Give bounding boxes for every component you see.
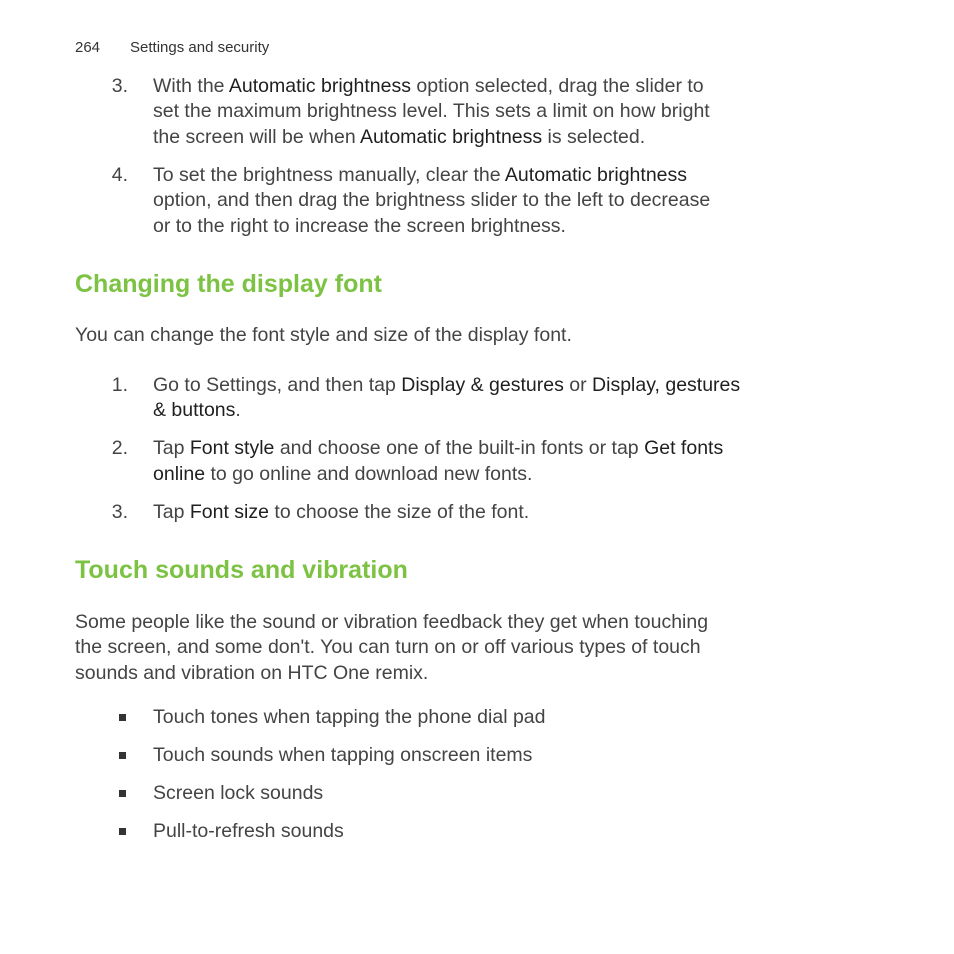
- bullet-icon: [119, 714, 126, 721]
- page-number: 264: [75, 39, 101, 56]
- step-number: 1.: [111, 374, 128, 396]
- section-intro-line: the screen, and some don't. You can turn on or off various types of touch: [75, 636, 701, 658]
- ui-term: Font size: [189, 501, 269, 523]
- section-intro: You can change the font style and size of the display font.: [75, 324, 572, 346]
- section-heading-display-font: Changing the display font: [75, 270, 382, 298]
- list-item: Screen lock sounds: [153, 782, 324, 804]
- section-title: Settings and security: [130, 39, 270, 56]
- bullet-icon: [119, 828, 126, 835]
- step-line: [153, 188, 710, 214]
- text-run: Tap: [153, 437, 190, 459]
- text-run: With the: [153, 75, 229, 97]
- step-line: [153, 163, 687, 189]
- list-item: Pull-to-refresh sounds: [153, 820, 344, 842]
- list-item: Touch tones when tapping the phone dial pad: [153, 706, 546, 728]
- ui-term: Get fonts: [644, 437, 724, 459]
- text-run: option selected, drag the slider to: [410, 75, 704, 97]
- section-heading-touch-sounds: Touch sounds and vibration: [75, 556, 408, 584]
- step-line: [153, 462, 532, 488]
- step-line: [153, 436, 723, 462]
- ui-term: Automatic brightness: [360, 126, 543, 148]
- step-number: 4.: [111, 164, 128, 186]
- text-run: is selected.: [542, 126, 646, 148]
- section-intro-line: Some people like the sound or vibration feedback they get when touching: [75, 611, 709, 633]
- list-item: Touch sounds when tapping onscreen items: [153, 744, 533, 766]
- text-run: .: [235, 399, 241, 421]
- ui-term: Automatic brightness: [228, 75, 411, 97]
- ui-term: online: [153, 463, 206, 485]
- ui-term: Display, gestures: [592, 374, 741, 396]
- ui-term: Font style: [189, 437, 275, 459]
- ui-term: Automatic brightness: [504, 164, 688, 186]
- step-line: [153, 373, 740, 399]
- section-intro-line: sounds and vibration on HTC One remix.: [75, 662, 429, 684]
- step-number: 2.: [111, 437, 128, 459]
- text-run: or: [563, 374, 593, 396]
- step-line: [153, 398, 241, 424]
- ui-term: & buttons: [153, 399, 236, 421]
- text-run: option, and then drag the brightness slider to the left to decrease: [153, 189, 711, 211]
- text-run: to choose the size of the font.: [268, 501, 530, 523]
- ui-term: Display & gestures: [401, 374, 564, 396]
- step-line: [153, 500, 529, 526]
- text-run: To set the brightness manually, clear the: [153, 164, 505, 186]
- page-header: [75, 39, 269, 56]
- text-run: Go to Settings, and then tap: [153, 374, 402, 396]
- step-number: 3.: [111, 501, 128, 523]
- text-run: set the maximum brightness level. This sets a limit on how bright: [153, 100, 710, 122]
- text-run: the screen will be when: [153, 126, 361, 148]
- text-run: or to the right to increase the screen brightness.: [153, 215, 566, 237]
- bullet-icon: [119, 790, 126, 797]
- step-line: [153, 214, 566, 240]
- step-line: [153, 74, 704, 100]
- step-line: [153, 99, 710, 125]
- text-run: and choose one of the built-in fonts or tap: [274, 437, 645, 459]
- step-number: 3.: [111, 75, 128, 97]
- text-run: to go online and download new fonts.: [205, 463, 533, 485]
- bullet-icon: [119, 752, 126, 759]
- text-run: Tap: [153, 501, 190, 523]
- step-line: [153, 125, 645, 151]
